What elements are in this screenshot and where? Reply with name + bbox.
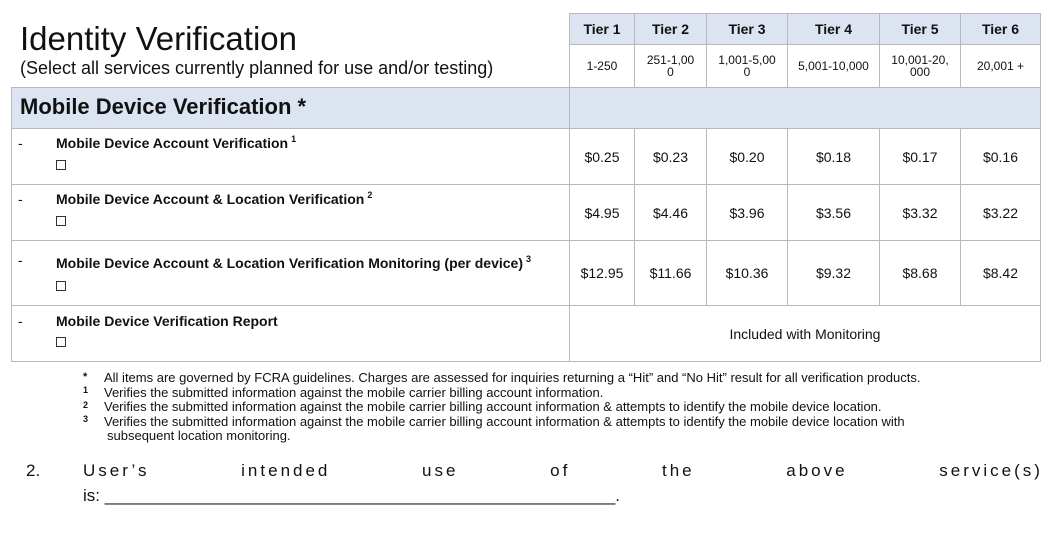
service-label: Mobile Device Account Verification $^1$ bbox=[56, 134, 297, 151]
service-checkbox[interactable] bbox=[56, 281, 66, 291]
price-cell: $3.22 bbox=[982, 204, 1019, 221]
price-cell: $0.25 bbox=[584, 148, 620, 165]
footnote-ref: 2 bbox=[367, 190, 373, 200]
price-cell: $0.18 bbox=[815, 148, 852, 165]
tier-1-label: Tier 1 bbox=[583, 20, 621, 37]
price-cell: $3.32 bbox=[902, 204, 938, 221]
price-cell: $12.95 bbox=[580, 265, 624, 281]
grid-line bbox=[11, 87, 1041, 88]
page-title: Identity Verification bbox=[20, 20, 297, 57]
footnote-ref: 3 bbox=[526, 254, 532, 264]
price-cell: $8.42 bbox=[982, 265, 1019, 281]
service-checkbox[interactable] bbox=[56, 337, 66, 347]
price-cell: $4.46 bbox=[652, 204, 689, 221]
price-cell: $3.96 bbox=[729, 204, 765, 221]
included-note: Included with Monitoring bbox=[729, 325, 881, 342]
tier-6-range: 20,001 + bbox=[976, 58, 1025, 73]
row-dash: - bbox=[18, 252, 23, 268]
footnote-mark: 1 bbox=[83, 385, 89, 395]
intended-use-field[interactable]: is: ______________________________________________________. bbox=[83, 486, 620, 505]
footnote-text: Verifies the submitted information against the mobile carrier billing account information & attempts to identify the mobile device location with bbox=[104, 414, 905, 429]
service-label: Mobile Device Account & Location Verification Monitoring (per device) $^3$ bbox=[56, 254, 532, 271]
question-number: 2. bbox=[26, 461, 41, 480]
price-cell: $0.20 bbox=[729, 148, 765, 165]
footnote-mark: 3 bbox=[83, 414, 89, 424]
tier-5-range: 10,001-20,000 bbox=[891, 52, 949, 79]
service-label: Mobile Device Verification Report bbox=[56, 313, 278, 329]
section-title: Mobile Device Verification * bbox=[20, 94, 307, 119]
grid-line bbox=[11, 361, 1041, 362]
footnote-text-cont: subsequent location monitoring. bbox=[107, 428, 291, 443]
price-cell: $10.36 bbox=[725, 265, 769, 281]
row-dash: - bbox=[18, 191, 23, 207]
service-label: Mobile Device Account & Location Verification $^2$ bbox=[56, 190, 373, 207]
tier-4-range: 5,001-10,000 bbox=[798, 58, 869, 73]
tier-6-label: Tier 6 bbox=[981, 20, 1020, 37]
price-cell: $8.68 bbox=[902, 265, 938, 281]
tier-4-label: Tier 4 bbox=[814, 20, 853, 37]
tier-2-label: Tier 2 bbox=[651, 20, 690, 37]
footnote-mark: 2 bbox=[83, 400, 89, 410]
row-dash: - bbox=[18, 135, 23, 151]
question-word: service(s) bbox=[939, 461, 1043, 480]
footnote-text: Verifies the submitted information against the mobile carrier billing account information. bbox=[104, 385, 604, 400]
tier-5-label: Tier 5 bbox=[901, 20, 939, 37]
tier-3-label: Tier 3 bbox=[728, 20, 766, 37]
question-word: intended bbox=[241, 461, 331, 480]
question-word: of bbox=[550, 461, 571, 480]
price-cell: $0.23 bbox=[652, 148, 689, 165]
price-cell: $4.95 bbox=[584, 204, 620, 221]
service-checkbox[interactable] bbox=[56, 216, 66, 226]
footnote-text: Verifies the submitted information against the mobile carrier billing account information & attempts to identify the mobile device location. bbox=[104, 399, 882, 414]
footnote-mark: * bbox=[83, 371, 88, 383]
question-word: the bbox=[661, 461, 695, 480]
footnote-text: All items are governed by FCRA guidelines. Charges are assessed for inquiries returning a “Hit” and “No Hit” result for all verification products. bbox=[104, 370, 921, 385]
question-word: above bbox=[786, 461, 848, 480]
tier-2-range: 251-1,000 bbox=[646, 52, 695, 79]
price-cell: $11.66 bbox=[649, 265, 692, 281]
question-text bbox=[83, 461, 1043, 481]
tier-1-range: 1-250 bbox=[586, 58, 618, 73]
tier-3-range: 1,001-5,000 bbox=[718, 52, 776, 79]
page-subtitle: (Select all services currently planned for use and/or testing) bbox=[20, 58, 494, 78]
question-word: use bbox=[422, 461, 459, 480]
price-cell: $9.32 bbox=[815, 265, 852, 281]
grid-line bbox=[1040, 13, 1041, 361]
price-cell: $0.17 bbox=[902, 148, 938, 165]
footnote-ref: 1 bbox=[291, 134, 297, 144]
question-word: User’s bbox=[83, 461, 150, 480]
service-checkbox[interactable] bbox=[56, 160, 66, 170]
price-cell: $3.56 bbox=[815, 204, 852, 221]
price-cell: $0.16 bbox=[982, 148, 1019, 165]
row-dash: - bbox=[18, 313, 23, 329]
grid-line bbox=[11, 87, 12, 361]
